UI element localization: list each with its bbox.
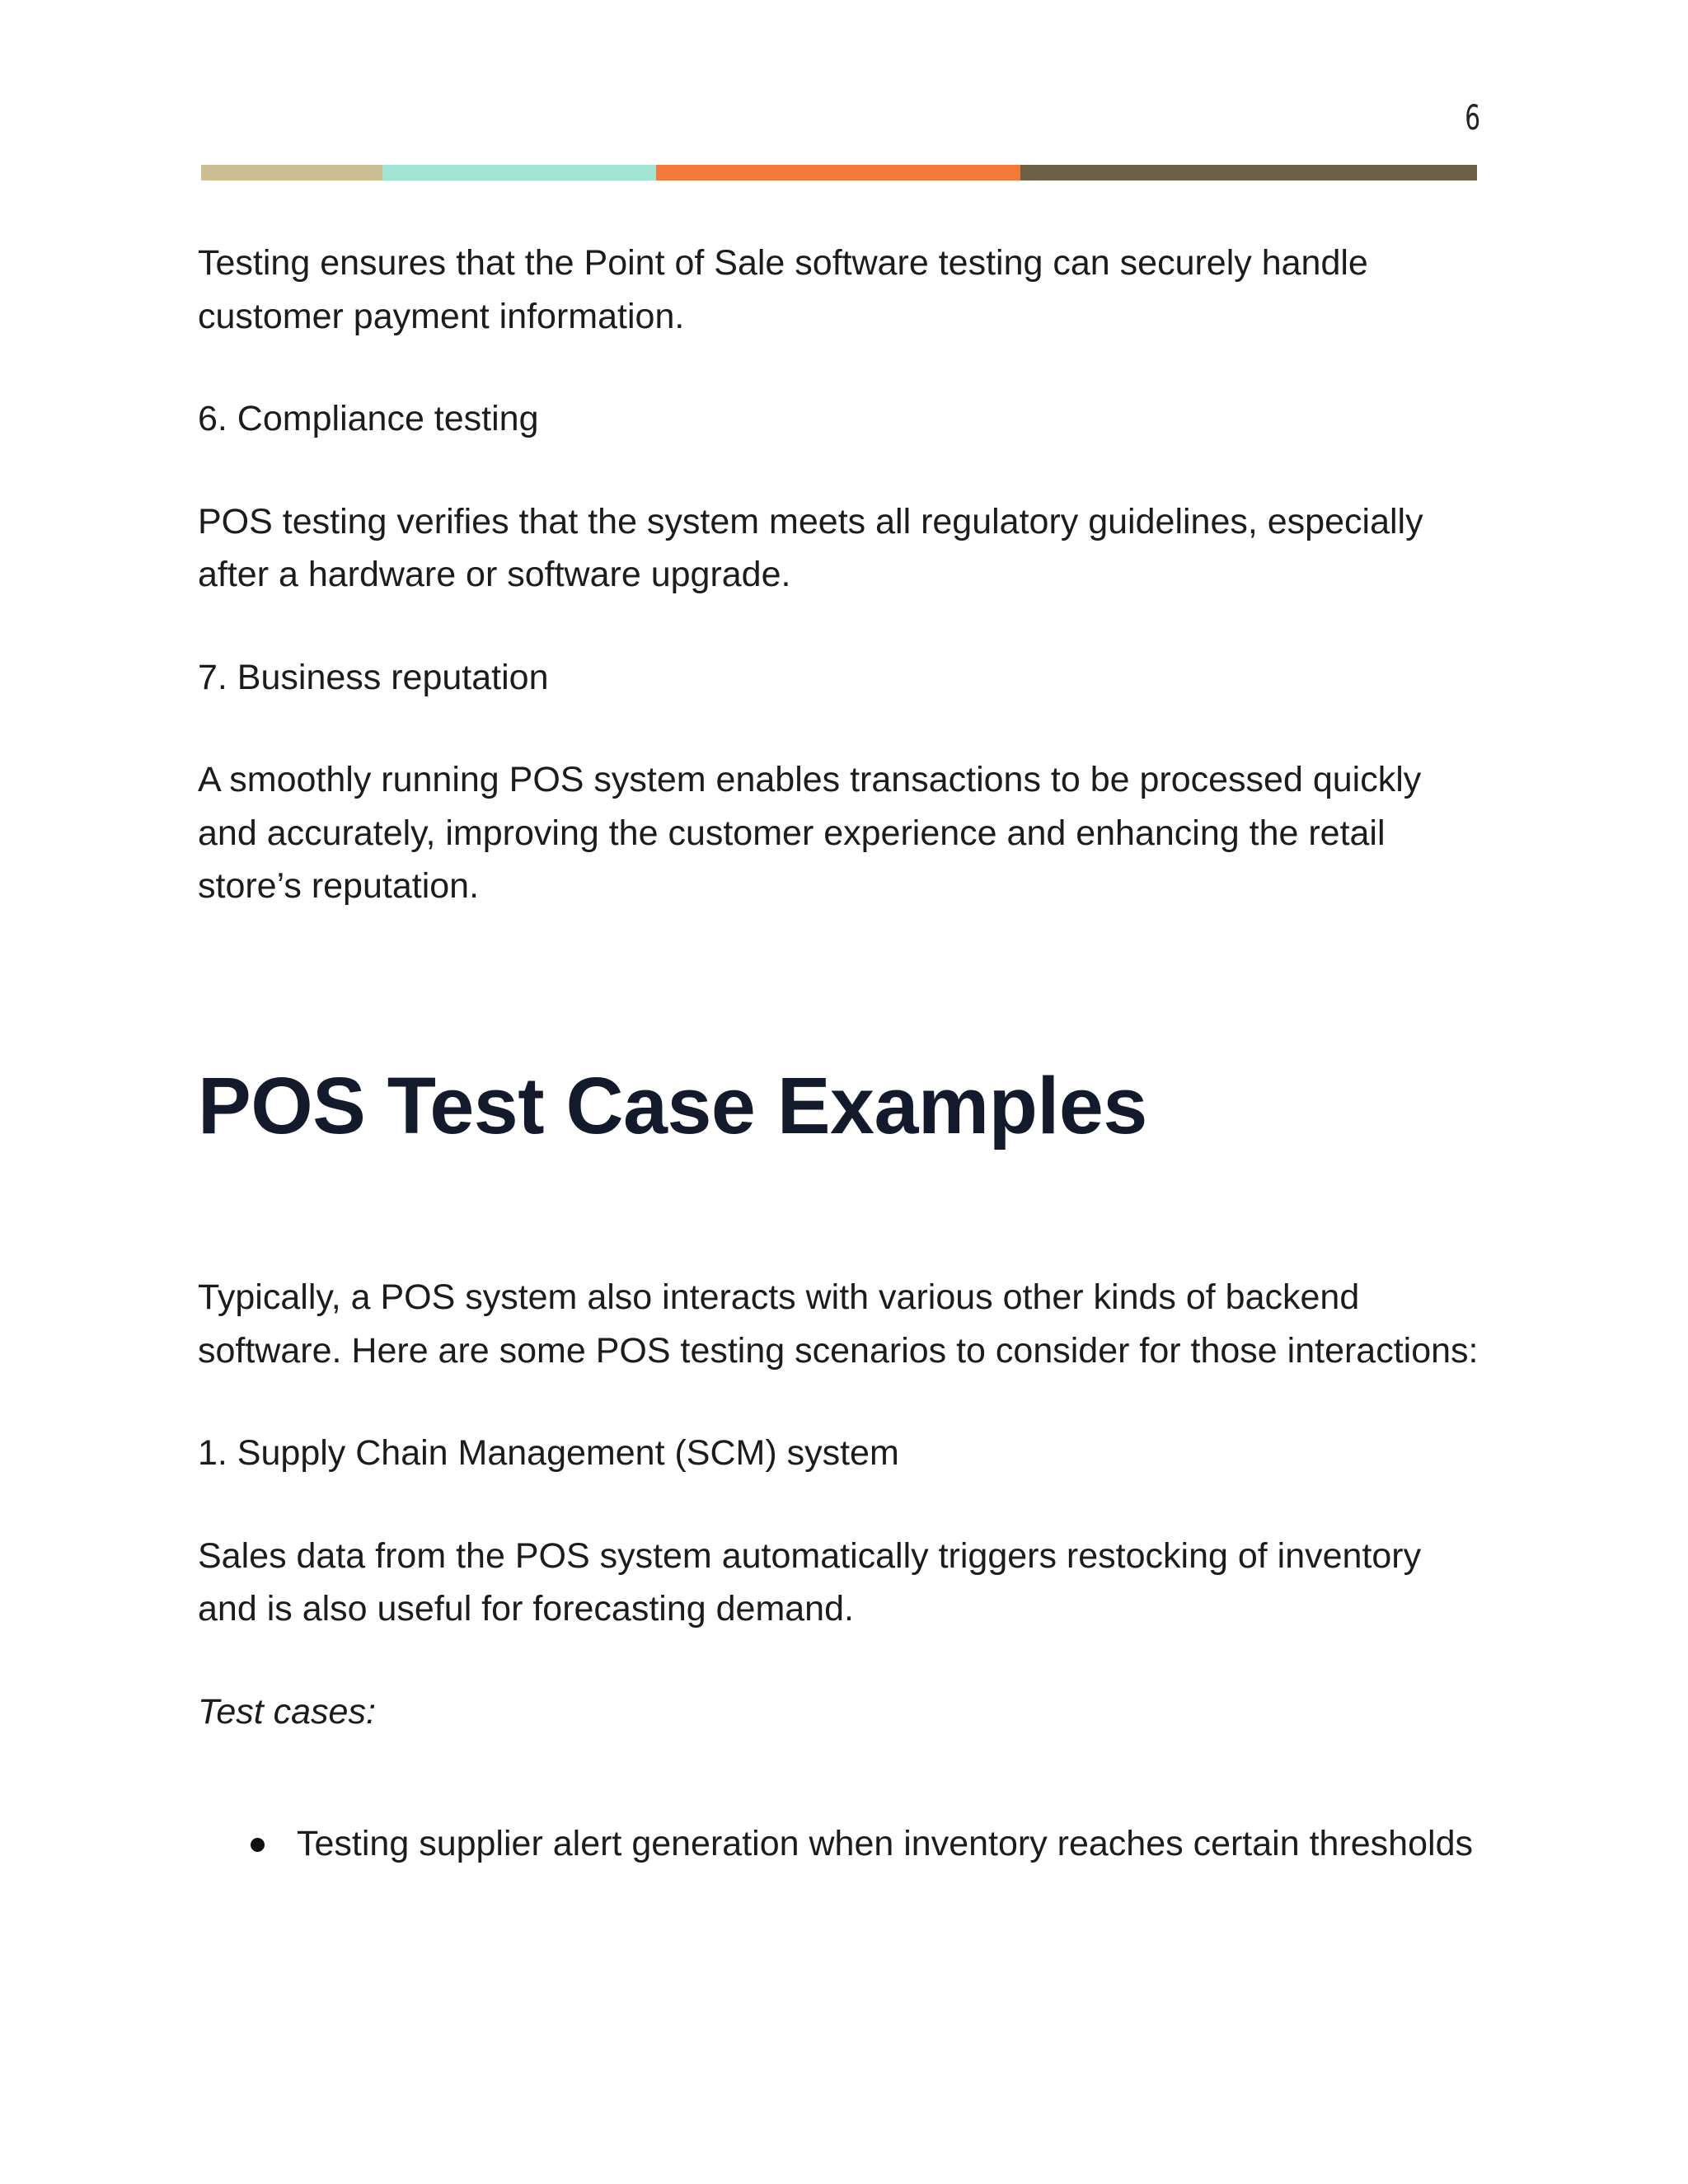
subheading-business-reputation: 7. Business reputation (198, 657, 549, 697)
color-bar-segment-4 (1020, 165, 1477, 180)
document-body (198, 237, 1484, 1871)
color-bar-segment-3 (656, 165, 1020, 180)
paragraph-intro: Typically, a POS system also interacts with various other kinds of backend software. Here are some POS testing scenarios to consider for those interactions: (198, 1277, 1479, 1371)
color-bar-segment-2 (382, 165, 656, 180)
color-bar-segment-1 (201, 165, 382, 180)
page-number: 6 (1465, 97, 1480, 138)
paragraph-payment-security: Testing ensures that the Point of Sale software testing can securely handle customer payment information. (198, 243, 1368, 336)
test-cases-label: Test cases: (198, 1691, 376, 1732)
header-color-bar (201, 165, 1477, 180)
paragraph-scm: Sales data from the POS system automatically triggers restocking of inventory and is also useful for forecasting demand. (198, 1535, 1422, 1629)
paragraph-reputation: A smoothly running POS system enables transactions to be processed quickly and accurately, improving the customer experience and enhancing the retail store’s reputation. (198, 760, 1422, 906)
test-case-list (198, 1817, 1484, 1871)
list-item-text: Testing supplier alert generation when inventory reaches certain thresholds (297, 1824, 1473, 1864)
subheading-scm-system: 1. Supply Chain Management (SCM) system (198, 1433, 899, 1474)
paragraph-compliance: POS testing verifies that the system meets all regulatory guidelines, especially after a hardware or software upgrade. (198, 501, 1423, 594)
list-item (297, 1817, 1484, 1871)
section-heading: POS Test Case Examples (198, 1060, 1147, 1151)
subheading-compliance-testing: 6. Compliance testing (198, 399, 539, 438)
bullet-icon (251, 1838, 265, 1852)
